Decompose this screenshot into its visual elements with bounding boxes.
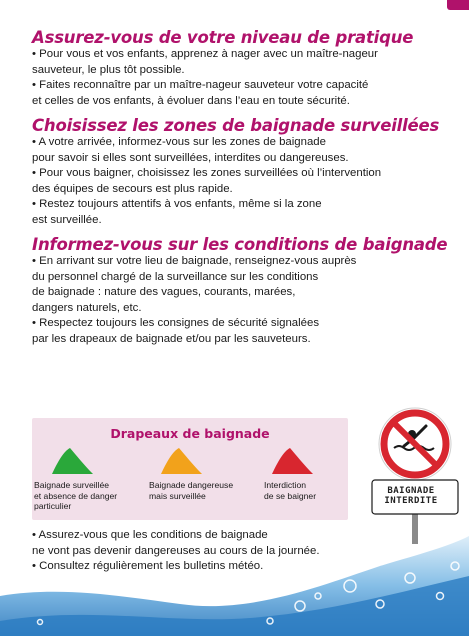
flag-label-line: Interdiction	[264, 480, 307, 490]
body-line: dangers naturels, etc.	[32, 301, 142, 314]
body-line: par les drapeaux de baignade et/ou par les sauveteurs.	[32, 332, 311, 345]
body-line: ne vont pas devenir dangereuses au cours de la journée.	[32, 544, 320, 557]
flag-label-line: et absence de danger	[34, 490, 118, 501]
body-line: et celles de vos enfants, à évoluer dans l’eau en toute sécurité.	[32, 94, 350, 107]
flags-title: Drapeaux de baignade	[110, 426, 270, 441]
body-line: • A votre arrivée, informez-vous sur les zones de baignade	[32, 136, 326, 148]
content-column	[32, 28, 452, 347]
orange-flag-icon	[159, 447, 203, 475]
flag-label-line: Baignade dangereuse	[149, 480, 234, 490]
red-flag-icon	[270, 447, 314, 475]
body-line: • Pour vous et vos enfants, apprenez à nager avec un maître-nageur	[32, 48, 378, 60]
sign-text-line: INTERDITE	[384, 496, 438, 506]
body-line: de baignade : nature des vagues, courants, marées,	[32, 286, 296, 298]
body-line: sauveteur, le plus tôt possible.	[32, 63, 185, 76]
flag-label-line: de se baigner	[264, 490, 317, 501]
section-niveau-pratique	[32, 28, 452, 109]
green-flag-icon	[50, 447, 94, 475]
flag-label-green	[34, 480, 117, 512]
section-body	[32, 528, 432, 575]
body-line: des équipes de secours est plus rapide.	[32, 182, 233, 195]
body-line: • Respectez toujours les consignes de sécurité signalées	[32, 317, 320, 329]
body-line: pour savoir si elles sont surveillées, interdites ou dangereuses.	[32, 151, 349, 164]
flag-red	[270, 447, 314, 475]
flag-label-line: Baignade surveillée	[34, 480, 110, 490]
sign-text	[374, 486, 448, 506]
page-corner-tab	[447, 0, 469, 10]
flags-legend-box	[32, 418, 348, 520]
section-zones-baignade	[32, 116, 452, 228]
flag-label-orange	[149, 480, 233, 501]
body-line: • Consultez régulièrement les bulletins météo.	[32, 560, 264, 572]
closing-advice	[32, 528, 432, 575]
section-body	[32, 47, 452, 109]
flag-label-line: mais surveillée	[149, 490, 206, 501]
body-line: • Restez toujours attentifs à vos enfants, même si la zone	[32, 198, 322, 210]
flag-label-line: particulier	[34, 501, 72, 511]
body-line: • Pour vous baigner, choisissez les zones surveillées où l’intervention	[32, 167, 382, 179]
flag-green	[50, 447, 94, 475]
body-line: du personnel chargé de la surveillance sur les conditions	[32, 270, 319, 283]
sign-text-line: BAIGNADE	[387, 486, 435, 496]
flag-label-red	[264, 480, 316, 501]
body-line: • Assurez-vous que les conditions de baignade	[32, 529, 268, 541]
section-title: Choisissez les zones de baignade surveillées	[32, 116, 440, 135]
section-conditions-baignade	[32, 235, 452, 347]
no-swimming-sign-icon	[366, 404, 466, 544]
section-body	[32, 135, 452, 228]
section-title: Assurez-vous de votre niveau de pratique	[32, 28, 414, 47]
section-body	[32, 254, 452, 347]
body-line: • Faites reconnaître par un maître-nageur sauveteur votre capacité	[32, 79, 369, 91]
section-title: Informez-vous sur les conditions de baignade	[32, 235, 448, 254]
body-line: est surveillée.	[32, 213, 102, 226]
body-line: • En arrivant sur votre lieu de baignade, renseignez-vous auprès	[32, 255, 357, 267]
flag-orange	[159, 447, 203, 475]
